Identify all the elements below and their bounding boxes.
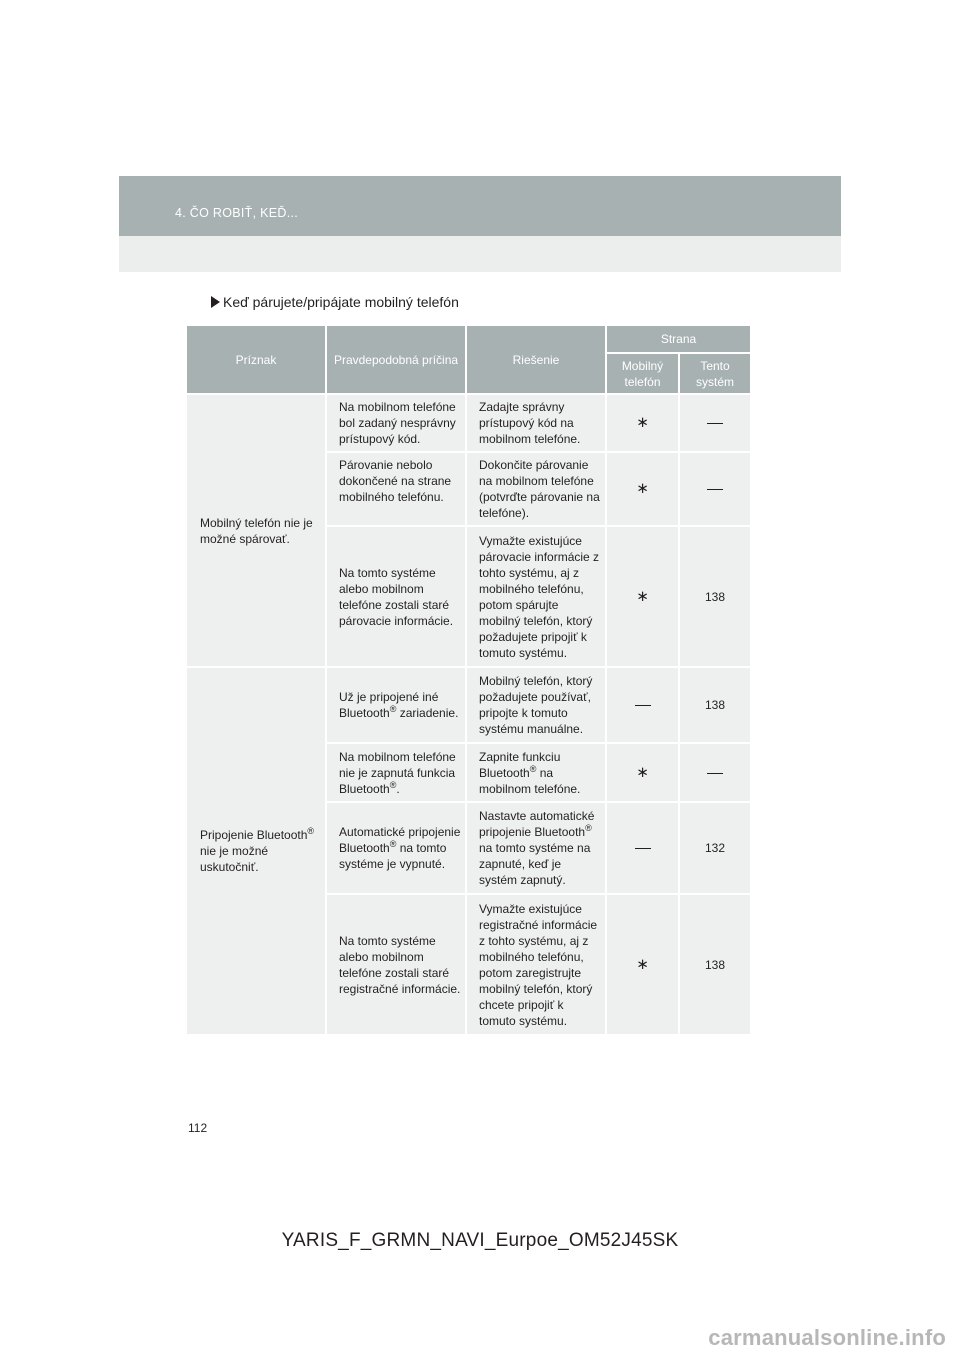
- col-header-system: Tento systém: [679, 353, 750, 394]
- cause-cell: Na tomto systéme alebo mobilnom telefóne zostali staré párovacie informácie.: [326, 526, 466, 667]
- asterisk-mark: ∗: [636, 955, 649, 973]
- mobile-page-cell: [606, 394, 679, 452]
- mobile-page-cell: [606, 452, 679, 526]
- system-page-cell: 138: [679, 667, 750, 743]
- cause-cell: Už je pripojené iné Bluetooth® zariadenie.: [326, 667, 466, 743]
- system-page-cell: [679, 394, 750, 452]
- mobile-page-cell: [606, 894, 679, 1034]
- troubleshooting-table: [187, 326, 750, 1034]
- asterisk-mark: ∗: [636, 763, 649, 781]
- dash-mark: [707, 773, 723, 774]
- chapter-title: 4. ČO ROBIŤ, KEĎ...: [175, 206, 299, 220]
- dash-mark: [635, 848, 651, 849]
- cause-cell: Na mobilnom telefóne bol zadaný nesprávny prístupový kód.: [326, 394, 466, 452]
- solution-cell: Nastavte automatické pripojenie Bluetooth® na tomto systéme na zapnuté, keď je systém zapnutý.: [466, 802, 606, 894]
- page-number: 112: [188, 1121, 208, 1135]
- asterisk-mark: ∗: [636, 414, 649, 431]
- chapter-header-subband: [119, 236, 841, 272]
- dash-mark: [707, 489, 723, 490]
- system-page-cell: [679, 452, 750, 526]
- system-page-cell: 132: [679, 802, 750, 894]
- col-header-symptom: Príznak: [187, 326, 326, 394]
- asterisk-mark: ∗: [636, 587, 649, 605]
- mobile-page-cell: [606, 667, 679, 743]
- mobile-page-cell: [606, 526, 679, 667]
- col-header-solution: Riešenie: [466, 326, 606, 394]
- watermark: carmanualsonline.info: [708, 1325, 946, 1350]
- section-heading-text: Keď párujete/pripájate mobilný telefón: [223, 294, 459, 310]
- dash-mark: [707, 423, 723, 424]
- col-header-mobile: Mobilný telefón: [606, 353, 679, 394]
- mobile-page-cell: [606, 802, 679, 894]
- cause-cell: Párovanie nebolo dokončené na strane mobilného telefónu.: [326, 452, 466, 526]
- cause-cell: Automatické pripojenie Bluetooth® na tomto systéme je vypnuté.: [326, 802, 466, 894]
- triangle-bullet-icon: [211, 296, 220, 308]
- col-header-cause: Pravdepodobná príčina: [326, 326, 466, 394]
- col-header-page: Strana: [606, 326, 750, 353]
- mobile-page-cell: [606, 743, 679, 802]
- section-heading: [211, 294, 459, 310]
- system-page-cell: [679, 743, 750, 802]
- solution-cell: Vymažte existujúce registračné informácie z tohto systému, aj z mobilného telefónu, potom zaregistrujte mobilný telefón, ktorý chcete pripojiť k tomuto systému.: [466, 894, 606, 1034]
- symptom-cell: Mobilný telefón nie je možné spárovať.: [187, 394, 326, 667]
- solution-cell: Mobilný telefón, ktorý požadujete používať, pripojte k tomuto systému manuálne.: [466, 667, 606, 743]
- asterisk-mark: ∗: [636, 480, 649, 497]
- cause-cell: Na tomto systéme alebo mobilnom telefóne zostali staré registračné informácie.: [326, 894, 466, 1034]
- solution-cell: Zadajte správny prístupový kód na mobilnom telefóne.: [466, 394, 606, 452]
- cause-cell: Na mobilnom telefóne nie je zapnutá funkcia Bluetooth®.: [326, 743, 466, 802]
- document-code: YARIS_F_GRMN_NAVI_Eurpoe_OM52J45SK: [281, 1230, 679, 1251]
- dash-mark: [635, 705, 651, 706]
- solution-cell: Vymažte existujúce párovacie informácie z tohto systému, aj z mobilného telefónu, potom spárujte mobilný telefón, ktorý požadujete pripojiť k tomuto systému.: [466, 526, 606, 667]
- symptom-cell: Pripojenie Bluetooth® nie je možné uskutočniť.: [187, 667, 326, 1034]
- solution-cell: Dokončite párovanie na mobilnom telefóne (potvrďte párovanie na telefóne).: [466, 452, 606, 526]
- system-page-cell: 138: [679, 526, 750, 667]
- solution-cell: Zapnite funkciu Bluetooth® na mobilnom telefóne.: [466, 743, 606, 802]
- system-page-cell: 138: [679, 894, 750, 1034]
